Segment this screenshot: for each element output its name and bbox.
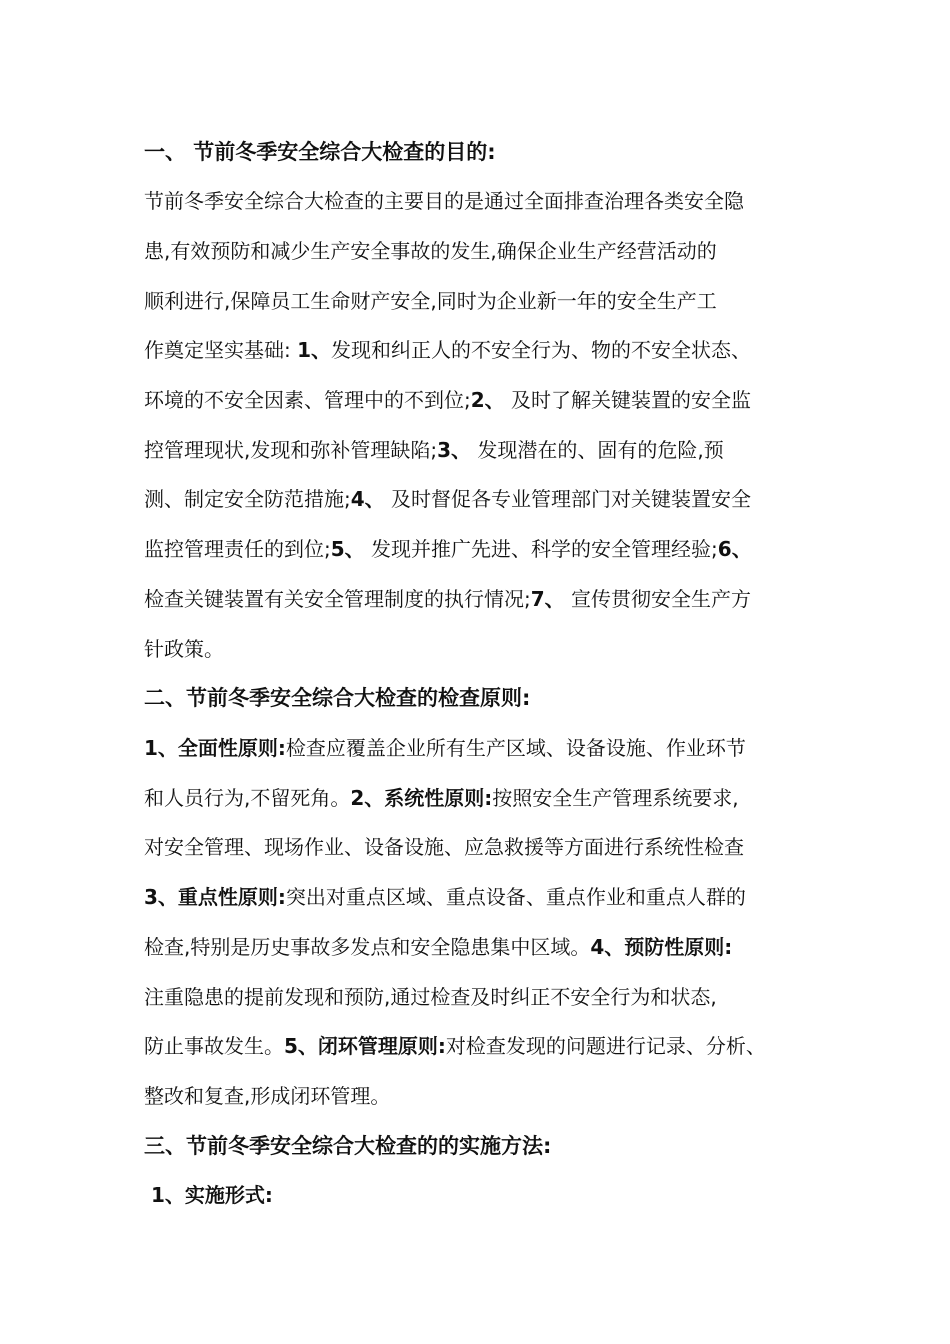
paragraph-line: 针政策。 [144, 637, 224, 661]
paragraph-line: 顺利进行,保障员工生命财产安全,同时为企业新一年的安全生产工 [144, 289, 717, 313]
paragraph-line [144, 1031, 766, 1061]
paragraph-line [144, 932, 732, 962]
principle-title: 5、闭环管理原则: [284, 1034, 446, 1058]
text-run: 检查关键装置有关安全管理制度的执行情况; [144, 587, 531, 611]
paragraph-line: 注重隐患的提前发现和预防,通过检查及时纠正不安全行为和状态, [144, 985, 717, 1009]
text-run: 检查应覆盖企业所有生产区域、设备设施、作业环节 [285, 736, 746, 760]
principle-title: 3、重点性原则: [144, 885, 286, 909]
text-run: 按照安全生产管理系统要求, [492, 786, 739, 810]
paragraph-line [144, 882, 746, 912]
paragraph-line: 整改和复查,形成闭环管理。 [144, 1084, 391, 1108]
section-1-heading: 一、 节前冬季安全综合大检查的目的: [144, 140, 496, 164]
paragraph-line [144, 484, 751, 514]
subsection-heading: 1、实施形式: [144, 1183, 273, 1207]
text-run: 发现和纠正人的不安全行为、物的不安全状态、 [331, 338, 752, 362]
paragraph-line [144, 733, 746, 763]
item-number: 3、 [437, 438, 472, 462]
item-number: 1、 [297, 338, 332, 362]
section-2-heading: 二、节前冬季安全综合大检查的检查原则: [144, 686, 531, 710]
text-run: 突出对重点区域、重点设备、重点作业和重点人群的 [285, 885, 746, 909]
paragraph-line: 患,有效预防和减少生产安全事故的发生,确保企业生产经营活动的 [144, 239, 717, 263]
paragraph-line [144, 385, 751, 415]
text-run: 作奠定坚实基础: [144, 338, 298, 362]
paragraph-line [144, 584, 751, 614]
text-run: 发现潜在的、固有的危险,预 [471, 438, 724, 462]
text-run: 控管理现状,发现和弥补管理缺陷; [144, 438, 438, 462]
paragraph-line [144, 534, 752, 564]
paragraph-line [144, 783, 739, 813]
item-number: 2、 [470, 388, 505, 412]
text-run: 发现并推广先进、科学的安全管理经验; [364, 537, 718, 561]
item-number: 4、 [350, 487, 385, 511]
paragraph-line: 节前冬季安全综合大检查的主要目的是通过全面排查治理各类安全隐 [144, 189, 744, 213]
principle-title: 2、系统性原则: [350, 786, 493, 810]
item-number: 6、 [717, 537, 752, 561]
text-run: 监控管理责任的到位; [144, 537, 331, 561]
text-run: 环境的不安全因素、管理中的不到位; [144, 388, 471, 412]
paragraph-line [144, 335, 751, 365]
text-run: 及时了解关键装置的安全监 [504, 388, 752, 412]
text-run: 测、制定安全防范措施; [144, 487, 351, 511]
item-number: 7、 [530, 587, 565, 611]
principle-title: 4、预防性原则: [590, 935, 733, 959]
text-run: 对检查发现的问题进行记录、分析、 [445, 1034, 766, 1058]
paragraph-line: 对安全管理、现场作业、设备设施、应急救援等方面进行系统性检查 [144, 835, 744, 859]
text-run: 防止事故发生。 [144, 1034, 284, 1058]
principle-title: 1、全面性原则: [144, 736, 286, 760]
item-number: 5、 [330, 537, 365, 561]
text-run: 和人员行为,不留死角。 [144, 786, 351, 810]
paragraph-line [144, 435, 724, 465]
text-run: 宣传贯彻安全生产方 [564, 587, 752, 611]
text-run: 及时督促各专业管理部门对关键装置安全 [384, 487, 752, 511]
text-run: 检查,特别是历史事故多发点和安全隐患集中区域。 [144, 935, 591, 959]
section-3-heading: 三、节前冬季安全综合大检查的的实施方法: [144, 1134, 552, 1158]
